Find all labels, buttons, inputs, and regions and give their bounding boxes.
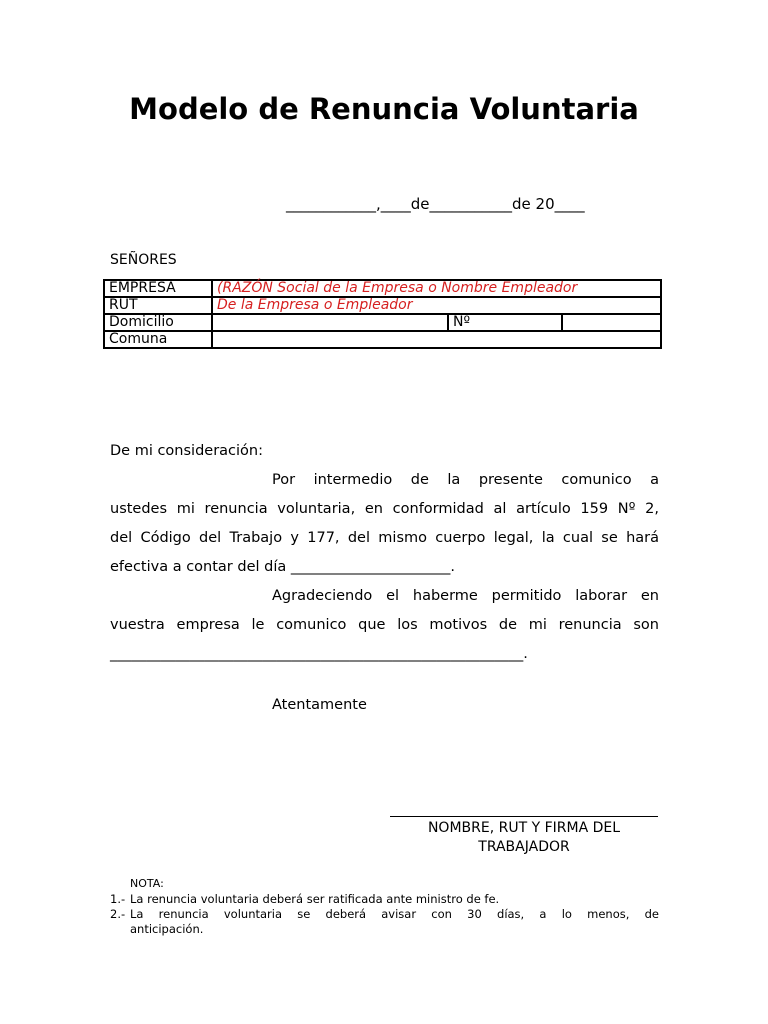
table-row xyxy=(104,331,661,348)
note-number: 1.- xyxy=(110,892,126,906)
greeting: De mi consideración: xyxy=(110,443,263,459)
empresa-value: (RAZÓN Social de la Empresa o Nombre Empleador xyxy=(212,280,661,297)
comuna-label: Comuna xyxy=(104,331,212,348)
empresa-label: EMPRESA xyxy=(104,280,212,297)
date-line: ____________,____de___________de 20____ xyxy=(286,195,585,213)
paragraph-1 xyxy=(110,466,659,582)
table-row xyxy=(104,280,661,297)
note-item xyxy=(110,892,659,907)
salutation: SEÑORES xyxy=(110,252,177,268)
signature-caption-line: TRABAJADOR xyxy=(478,839,570,855)
note-number: 2.- xyxy=(110,907,126,921)
closing: Atentamente xyxy=(272,697,367,713)
note-text: anticipación. xyxy=(130,922,204,936)
domicilio-value xyxy=(212,314,448,331)
paragraph-line: Agradeciendo el haberme permitido laborar en xyxy=(272,588,659,604)
signature-line xyxy=(390,816,658,817)
signature-caption xyxy=(390,819,658,857)
note-text: La renuncia voluntaria se deberá avisar con 30 días, a lo menos, de xyxy=(130,907,659,921)
paragraph-line: efectiva a contar del día ______________________. xyxy=(110,559,455,575)
paragraph-line: del Código del Trabajo y 177, del mismo cuerpo legal, la cual se hará xyxy=(110,530,659,546)
paragraph-2 xyxy=(110,582,659,669)
employer-table xyxy=(103,279,662,349)
note-item xyxy=(110,907,659,937)
paragraph-line: Por intermedio de la presente comunico a xyxy=(272,472,659,488)
paragraph-line: _________________________________________________________. xyxy=(110,646,528,662)
comuna-value xyxy=(212,331,661,348)
table-row xyxy=(104,314,661,331)
table-row xyxy=(104,297,661,314)
rut-label: RUT xyxy=(104,297,212,314)
signature-caption-line: NOMBRE, RUT Y FIRMA DEL xyxy=(427,820,621,836)
notes-title: NOTA: xyxy=(130,877,164,890)
rut-value: De la Empresa o Empleador xyxy=(212,297,661,314)
note-text: La renuncia voluntaria deberá ser ratificada ante ministro de fe. xyxy=(130,892,500,906)
numero-value xyxy=(562,314,661,331)
document-title: Modelo de Renuncia Voluntaria xyxy=(129,92,639,126)
paragraph-line: vuestra empresa le comunico que los motivos de mi renuncia son xyxy=(110,617,659,633)
paragraph-line: ustedes mi renuncia voluntaria, en conformidad al artículo 159 Nº 2, xyxy=(110,501,659,517)
domicilio-label: Domicilio xyxy=(104,314,212,331)
numero-label: Nº xyxy=(448,314,562,331)
